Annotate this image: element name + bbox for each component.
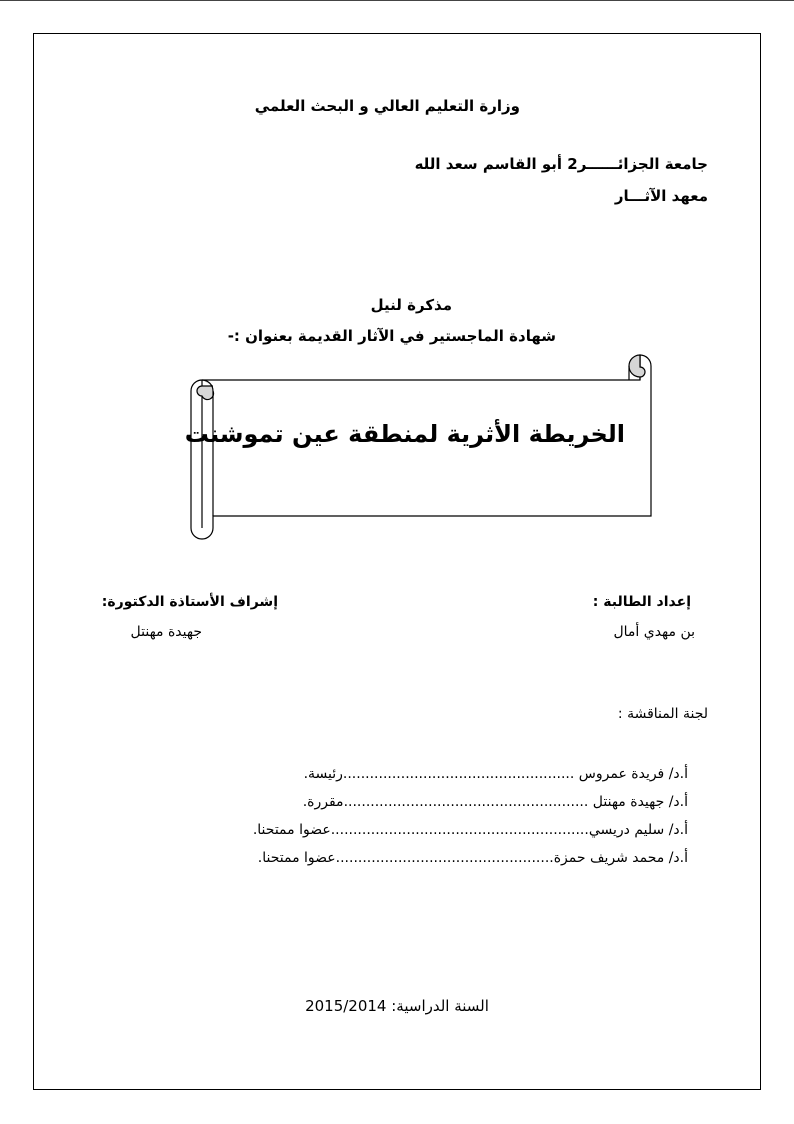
committee-label: لجنة المناقشة : — [617, 706, 708, 722]
degree-line: شهادة الماجستير في الآثار القديمة بعنوان :- — [227, 327, 556, 345]
member-dots: ................................................. — [335, 850, 554, 866]
academic-year — [0, 997, 794, 1015]
university-name: جامعة الجزائــــــر2 أبو القاسم سعد الله — [414, 155, 708, 173]
member-name: أ.د/ جهيدة مهنتل — [592, 794, 688, 810]
member-dots: .......................................................... — [330, 822, 589, 838]
institute-name: معهد الآثـــار — [614, 187, 708, 205]
member-role: مقررة. — [302, 794, 344, 810]
student-name: بن مهدي أمال — [613, 624, 695, 640]
committee-member — [253, 822, 688, 838]
supervisor-name: جهيدة مهنتل — [130, 624, 202, 640]
committee-member — [304, 766, 688, 782]
supervisor-label: إشراف الأستاذة الدكتورة: — [101, 594, 278, 610]
member-name: أ.د/ سليم دريسي — [588, 822, 688, 838]
committee-member — [258, 850, 688, 866]
member-role: عضوا ممتحنا. — [252, 822, 331, 838]
member-role: عضوا ممتحنا. — [257, 850, 336, 866]
member-role: رئيسة. — [303, 766, 343, 782]
member-dots: .................................................... — [342, 766, 579, 782]
member-name: أ.د/ فريدة عمروس — [578, 766, 688, 782]
year-value: 2015/2014 — [305, 997, 387, 1015]
memo-label: مذكرة لنيل — [370, 296, 452, 314]
committee-member — [303, 794, 688, 810]
year-label: السنة الدراسية: — [391, 997, 489, 1015]
thesis-title: الخريطة الأثرية لمنطقة عين تموشنت — [184, 420, 625, 448]
member-name: أ.د/ محمد شريف حمزة — [553, 850, 688, 866]
ministry-heading: وزارة التعليم العالي و البحث العلمي — [254, 97, 520, 115]
title-scroll-banner — [0, 0, 794, 560]
member-dots: ....................................................... — [343, 794, 593, 810]
student-label: إعداد الطالبة : — [592, 594, 691, 610]
